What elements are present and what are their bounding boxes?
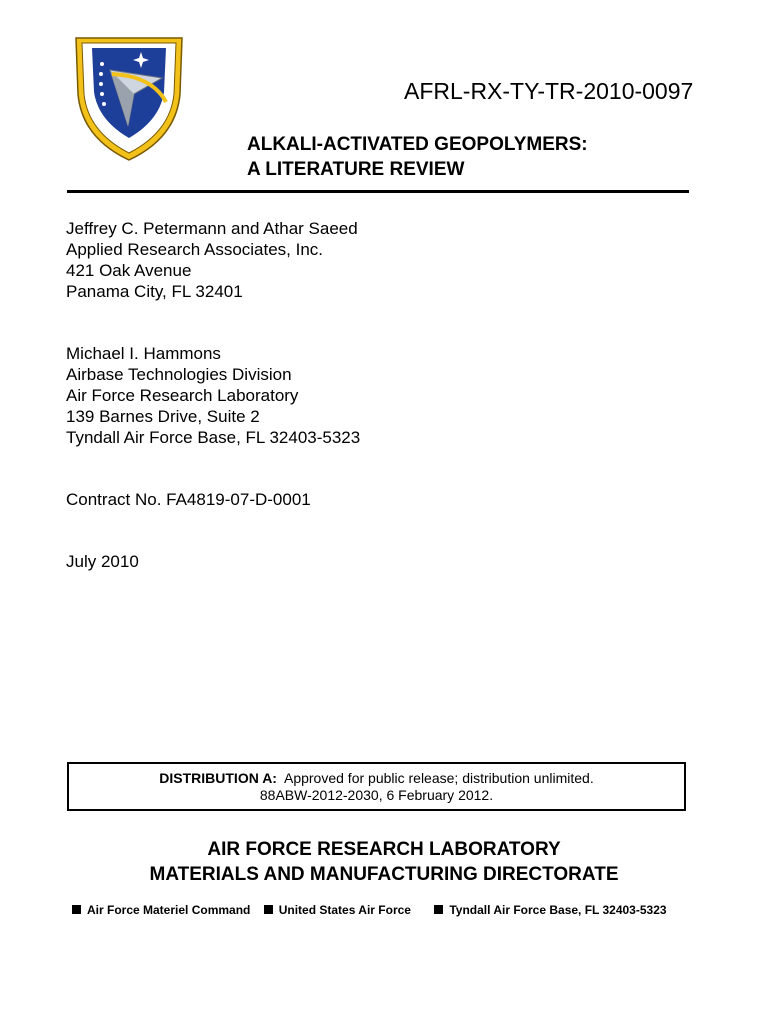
title-divider bbox=[67, 190, 689, 193]
division-name: Airbase Technologies Division bbox=[66, 365, 292, 384]
afrl-logo-icon bbox=[62, 34, 196, 162]
organization-name: Applied Research Associates, Inc. bbox=[66, 240, 324, 259]
distribution-line-1 bbox=[69, 770, 684, 787]
contract-number: Contract No. FA4819-07-D-0001 bbox=[66, 490, 311, 509]
footer-item: United States Air Force bbox=[264, 903, 411, 917]
contractor-address-block bbox=[66, 218, 358, 302]
street-address: 139 Barnes Drive, Suite 2 bbox=[66, 407, 260, 426]
square-bullet-icon bbox=[72, 905, 81, 914]
laboratory-name: Air Force Research Laboratory bbox=[66, 386, 299, 405]
author-names: Jeffrey C. Petermann and Athar Saeed bbox=[66, 219, 358, 238]
square-bullet-icon bbox=[434, 905, 443, 914]
distribution-label: DISTRIBUTION A: bbox=[159, 770, 277, 786]
footer-item: Tyndall Air Force Base, FL 32403-5323 bbox=[434, 903, 666, 917]
author-name: Michael I. Hammons bbox=[66, 344, 221, 363]
organization-heading bbox=[0, 837, 768, 887]
distribution-line-2: 88ABW-2012-2030, 6 February 2012. bbox=[259, 787, 494, 803]
distribution-statement-box bbox=[67, 762, 686, 811]
government-address-block bbox=[66, 343, 360, 448]
distribution-text: Approved for public release; distribution unlimited. bbox=[283, 770, 594, 786]
footer-bar bbox=[72, 903, 667, 917]
square-bullet-icon bbox=[264, 905, 273, 914]
document-title bbox=[247, 132, 588, 182]
report-date: July 2010 bbox=[66, 552, 139, 571]
street-address: 421 Oak Avenue bbox=[66, 261, 192, 280]
city-state-zip: Panama City, FL 32401 bbox=[66, 282, 243, 301]
organization-line-2: MATERIALS AND MANUFACTURING DIRECTORATE bbox=[149, 864, 619, 885]
footer-item: Air Force Materiel Command bbox=[72, 903, 250, 917]
report-number: AFRL-RX-TY-TR-2010-0097 bbox=[404, 78, 694, 104]
title-line-2: A LITERATURE REVIEW bbox=[247, 159, 465, 180]
title-line-1: ALKALI-ACTIVATED GEOPOLYMERS: bbox=[247, 134, 588, 155]
city-state-zip: Tyndall Air Force Base, FL 32403-5323 bbox=[66, 428, 361, 447]
organization-line-1: AIR FORCE RESEARCH LABORATORY bbox=[207, 839, 561, 860]
